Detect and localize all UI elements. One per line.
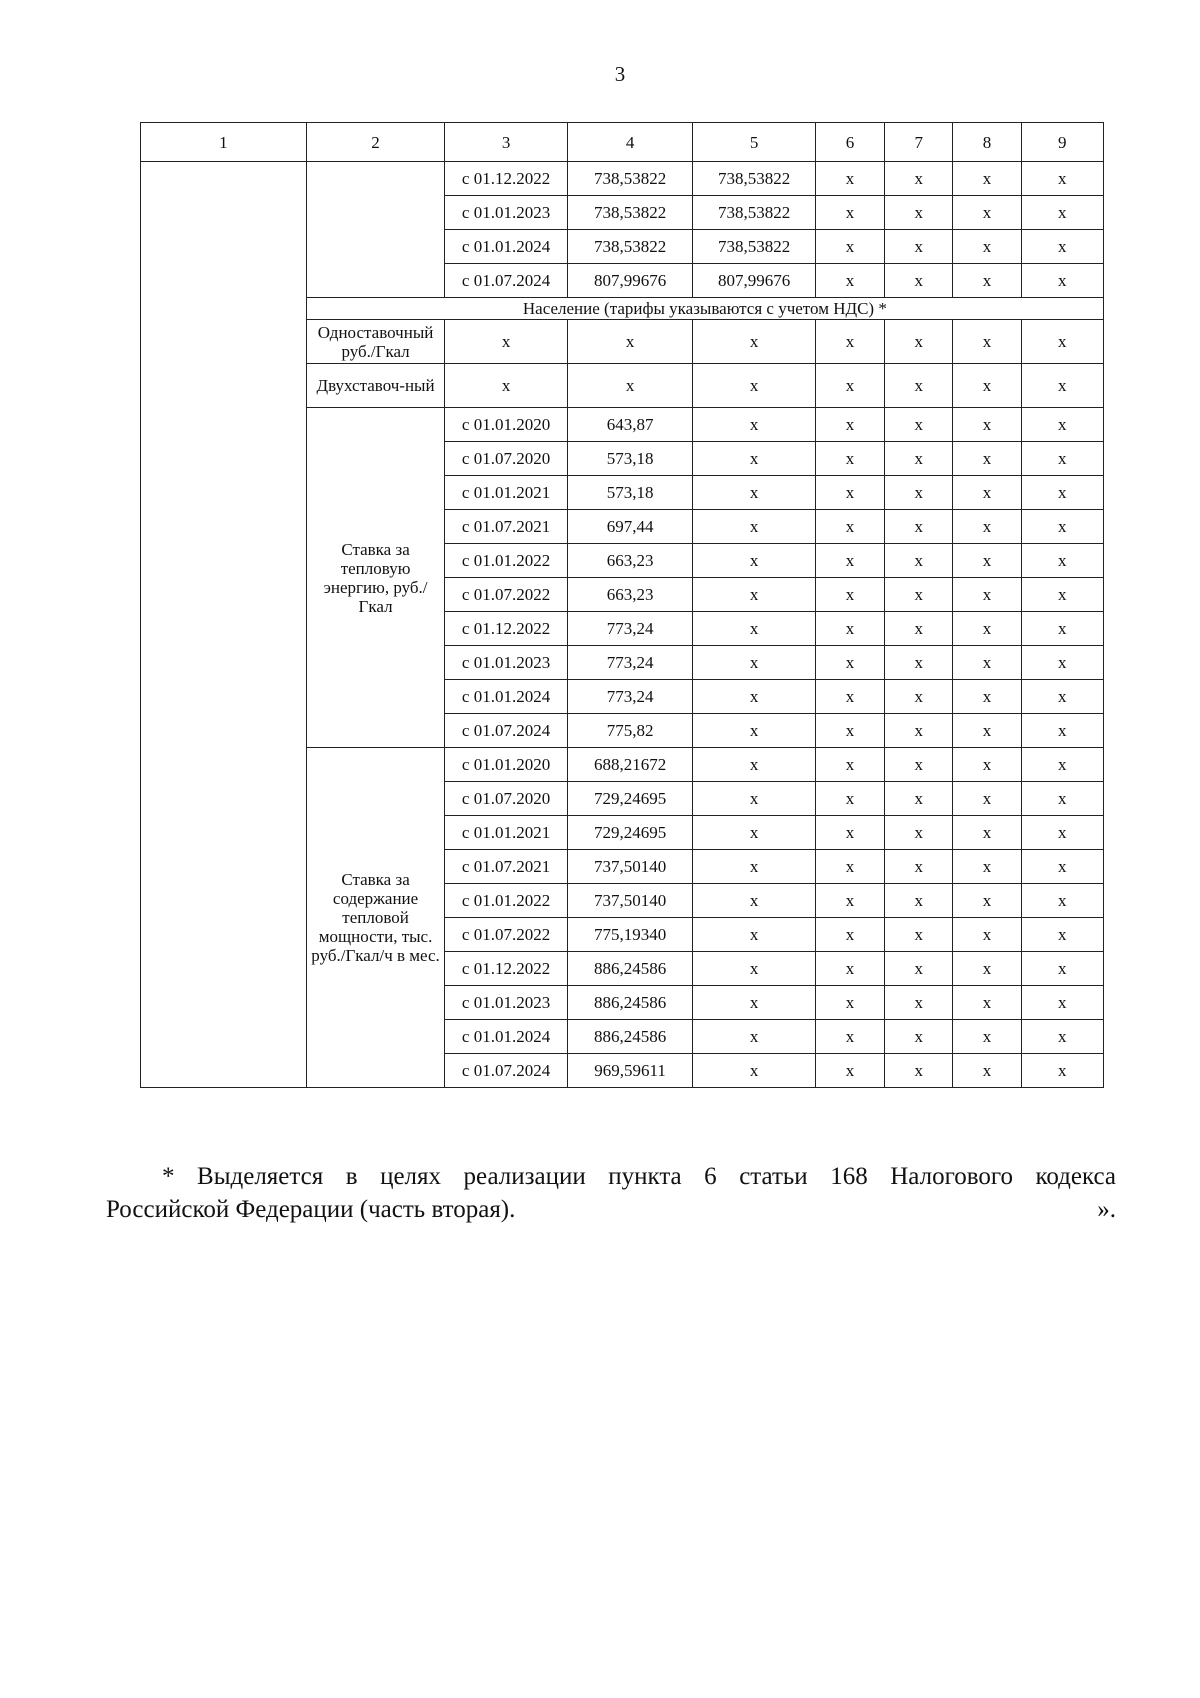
value-cell: х bbox=[885, 544, 953, 578]
value-cell: х bbox=[815, 782, 884, 816]
value-cell: х bbox=[815, 884, 884, 918]
value-cell: х bbox=[1021, 162, 1103, 196]
column-number: 2 bbox=[306, 123, 445, 162]
value-cell: х bbox=[815, 850, 884, 884]
column-number: 5 bbox=[693, 123, 815, 162]
value-cell: х bbox=[1021, 952, 1103, 986]
date-cell: с 01.07.2022 bbox=[445, 578, 567, 612]
value-cell: х bbox=[815, 612, 884, 646]
value-cell: х bbox=[815, 952, 884, 986]
date-cell: с 01.01.2024 bbox=[445, 230, 567, 264]
value-cell: х bbox=[953, 986, 1021, 1020]
value-cell: х bbox=[953, 544, 1021, 578]
value-cell: х bbox=[885, 918, 953, 952]
value-cell: х bbox=[693, 646, 815, 680]
value-cell: х bbox=[953, 782, 1021, 816]
value-cell: х bbox=[693, 850, 815, 884]
value-cell: х bbox=[885, 714, 953, 748]
column-number: 4 bbox=[567, 123, 693, 162]
column-2-cell bbox=[306, 162, 445, 298]
value-cell: х bbox=[1021, 408, 1103, 442]
value-cell: 773,24 bbox=[567, 612, 693, 646]
value-cell: 737,50140 bbox=[567, 884, 693, 918]
value-cell: х bbox=[815, 364, 884, 408]
date-cell: с 01.07.2020 bbox=[445, 442, 567, 476]
value-cell: 573,18 bbox=[567, 442, 693, 476]
value-cell: 969,59611 bbox=[567, 1054, 693, 1088]
value-cell: х bbox=[815, 646, 884, 680]
value-cell: х bbox=[693, 578, 815, 612]
value-cell: х bbox=[885, 952, 953, 986]
column-number: 3 bbox=[445, 123, 567, 162]
value-cell: х bbox=[885, 408, 953, 442]
value-cell: 775,82 bbox=[567, 714, 693, 748]
date-cell: с 01.07.2024 bbox=[445, 714, 567, 748]
value-cell: х bbox=[953, 714, 1021, 748]
value-cell: х bbox=[953, 230, 1021, 264]
value-cell: х bbox=[1021, 986, 1103, 1020]
value-cell: х bbox=[693, 680, 815, 714]
date-cell: с 01.07.2020 bbox=[445, 782, 567, 816]
value-cell: х bbox=[953, 1020, 1021, 1054]
value-cell: х bbox=[693, 986, 815, 1020]
value-cell: х bbox=[885, 1020, 953, 1054]
value-cell: х bbox=[885, 986, 953, 1020]
date-cell: с 01.12.2022 bbox=[445, 612, 567, 646]
date-cell: с 01.07.2024 bbox=[445, 1054, 567, 1088]
value-cell: х bbox=[1021, 544, 1103, 578]
date-cell: с 01.01.2023 bbox=[445, 646, 567, 680]
value-cell: х bbox=[1021, 442, 1103, 476]
footnote bbox=[106, 1160, 1116, 1226]
value-cell: 886,24586 bbox=[567, 986, 693, 1020]
value-cell: 807,99676 bbox=[567, 264, 693, 298]
value-cell: х bbox=[693, 816, 815, 850]
value-cell: х bbox=[885, 162, 953, 196]
date-cell: с 01.01.2022 bbox=[445, 544, 567, 578]
value-cell: х bbox=[885, 782, 953, 816]
value-cell: х bbox=[567, 364, 693, 408]
value-cell: х bbox=[815, 408, 884, 442]
value-cell: х bbox=[885, 510, 953, 544]
value-cell: х bbox=[953, 476, 1021, 510]
value-cell: х bbox=[1021, 578, 1103, 612]
value-cell: х bbox=[693, 364, 815, 408]
value-cell: х bbox=[953, 510, 1021, 544]
value-cell: х bbox=[885, 578, 953, 612]
value-cell: х bbox=[815, 230, 884, 264]
value-cell: х bbox=[1021, 884, 1103, 918]
value-cell: х bbox=[693, 320, 815, 364]
value-cell: х bbox=[693, 782, 815, 816]
date-cell: с 01.01.2020 bbox=[445, 748, 567, 782]
value-cell: 775,19340 bbox=[567, 918, 693, 952]
value-cell: х bbox=[953, 816, 1021, 850]
value-cell: х bbox=[885, 264, 953, 298]
value-cell: х bbox=[693, 1020, 815, 1054]
value-cell: х bbox=[815, 680, 884, 714]
footnote-line-1: * Выделяется в целях реализации пункта 6 статьи 168 Налогового кодекса bbox=[162, 1163, 1116, 1190]
column-number: 9 bbox=[1021, 123, 1103, 162]
value-cell: х bbox=[1021, 510, 1103, 544]
value-cell: х bbox=[693, 748, 815, 782]
value-cell: 663,23 bbox=[567, 544, 693, 578]
value-cell: х bbox=[1021, 196, 1103, 230]
value-cell: х bbox=[885, 748, 953, 782]
value-cell: х bbox=[885, 1054, 953, 1088]
population-header: Население (тарифы указываются с учетом НДС) * bbox=[306, 298, 1103, 320]
value-cell: х bbox=[953, 612, 1021, 646]
value-cell: х bbox=[953, 952, 1021, 986]
date-cell: с 01.01.2023 bbox=[445, 986, 567, 1020]
value-cell: х bbox=[885, 476, 953, 510]
value-cell: х bbox=[815, 816, 884, 850]
date-cell: с 01.07.2021 bbox=[445, 850, 567, 884]
value-cell: х bbox=[953, 680, 1021, 714]
value-cell: 729,24695 bbox=[567, 782, 693, 816]
value-cell: х bbox=[953, 1054, 1021, 1088]
value-cell: х bbox=[1021, 714, 1103, 748]
value-cell: х bbox=[815, 748, 884, 782]
value-cell: х bbox=[815, 918, 884, 952]
value-cell: х bbox=[815, 1020, 884, 1054]
value-cell: х bbox=[815, 264, 884, 298]
value-cell: 738,53822 bbox=[567, 230, 693, 264]
value-cell: х bbox=[885, 612, 953, 646]
value-cell: 738,53822 bbox=[567, 196, 693, 230]
table-row bbox=[141, 162, 1104, 196]
value-cell: х bbox=[885, 646, 953, 680]
tariff-table-body bbox=[141, 123, 1104, 1088]
value-cell: х bbox=[815, 544, 884, 578]
date-cell: с 01.01.2022 bbox=[445, 884, 567, 918]
closing-quote: ». bbox=[1097, 1196, 1116, 1223]
value-cell: 737,50140 bbox=[567, 850, 693, 884]
date-cell: с 01.01.2024 bbox=[445, 680, 567, 714]
value-cell: 807,99676 bbox=[693, 264, 815, 298]
value-cell: х bbox=[953, 408, 1021, 442]
date-cell: с 01.12.2022 bbox=[445, 952, 567, 986]
date-cell: с 01.01.2021 bbox=[445, 476, 567, 510]
date-cell: с 01.07.2021 bbox=[445, 510, 567, 544]
value-cell: х bbox=[953, 196, 1021, 230]
energy-rate-label: Ставка за тепловую энергию, руб./Гкал bbox=[306, 408, 445, 748]
value-cell: х bbox=[1021, 320, 1103, 364]
value-cell: х bbox=[885, 884, 953, 918]
value-cell: х bbox=[953, 748, 1021, 782]
value-cell: х bbox=[953, 320, 1021, 364]
value-cell: х bbox=[445, 320, 567, 364]
value-cell: х bbox=[1021, 646, 1103, 680]
column-number: 6 bbox=[815, 123, 884, 162]
value-cell: х bbox=[693, 442, 815, 476]
column-number: 8 bbox=[953, 123, 1021, 162]
value-cell: 573,18 bbox=[567, 476, 693, 510]
date-cell: с 01.07.2024 bbox=[445, 264, 567, 298]
date-cell: с 01.07.2022 bbox=[445, 918, 567, 952]
value-cell: х bbox=[815, 1054, 884, 1088]
value-cell: 738,53822 bbox=[693, 162, 815, 196]
page-number: 3 bbox=[614, 62, 626, 86]
value-cell: х bbox=[693, 714, 815, 748]
value-cell: х bbox=[953, 442, 1021, 476]
value-cell: х bbox=[1021, 850, 1103, 884]
value-cell: х bbox=[953, 918, 1021, 952]
value-cell: х bbox=[815, 510, 884, 544]
value-cell: х bbox=[815, 986, 884, 1020]
value-cell: х bbox=[953, 646, 1021, 680]
value-cell: х bbox=[693, 884, 815, 918]
tariff-table bbox=[140, 122, 1104, 1088]
value-cell: х bbox=[815, 578, 884, 612]
value-cell: х bbox=[885, 320, 953, 364]
value-cell: х bbox=[815, 442, 884, 476]
value-cell: х bbox=[953, 364, 1021, 408]
value-cell: х bbox=[1021, 364, 1103, 408]
value-cell: х bbox=[567, 320, 693, 364]
value-cell: х bbox=[885, 850, 953, 884]
date-cell: с 01.01.2024 bbox=[445, 1020, 567, 1054]
value-cell: х bbox=[693, 612, 815, 646]
column-1-cell bbox=[141, 162, 307, 1088]
column-number-row bbox=[141, 123, 1104, 162]
value-cell: 688,21672 bbox=[567, 748, 693, 782]
value-cell: 663,23 bbox=[567, 578, 693, 612]
value-cell: х bbox=[885, 680, 953, 714]
value-cell: х bbox=[953, 162, 1021, 196]
value-cell: х bbox=[815, 714, 884, 748]
value-cell: х bbox=[445, 364, 567, 408]
value-cell: х bbox=[885, 196, 953, 230]
value-cell: х bbox=[815, 196, 884, 230]
value-cell: х bbox=[1021, 782, 1103, 816]
value-cell: х bbox=[1021, 612, 1103, 646]
value-cell: х bbox=[953, 884, 1021, 918]
value-cell: 773,24 bbox=[567, 680, 693, 714]
value-cell: 697,44 bbox=[567, 510, 693, 544]
footnote-line-2-wrap bbox=[106, 1193, 1116, 1226]
column-number: 1 bbox=[141, 123, 307, 162]
capacity-rate-label: Ставка за содержание тепловой мощности, тыс. руб./Гкал/ч в мес. bbox=[306, 748, 445, 1088]
value-cell: 886,24586 bbox=[567, 952, 693, 986]
value-cell: 729,24695 bbox=[567, 816, 693, 850]
value-cell: х bbox=[1021, 264, 1103, 298]
value-cell: х bbox=[815, 162, 884, 196]
value-cell: 773,24 bbox=[567, 646, 693, 680]
value-cell: х bbox=[885, 230, 953, 264]
value-cell: 738,53822 bbox=[693, 196, 815, 230]
value-cell: х bbox=[1021, 1054, 1103, 1088]
value-cell: х bbox=[1021, 680, 1103, 714]
value-cell: х bbox=[1021, 230, 1103, 264]
value-cell: х bbox=[693, 408, 815, 442]
value-cell: х bbox=[1021, 816, 1103, 850]
value-cell: х bbox=[815, 320, 884, 364]
value-cell: х bbox=[693, 510, 815, 544]
value-cell: 738,53822 bbox=[567, 162, 693, 196]
date-cell: с 01.01.2020 bbox=[445, 408, 567, 442]
value-cell: х bbox=[693, 544, 815, 578]
value-cell: х bbox=[885, 364, 953, 408]
value-cell: х bbox=[1021, 476, 1103, 510]
column-number: 7 bbox=[885, 123, 953, 162]
date-cell: с 01.01.2021 bbox=[445, 816, 567, 850]
date-cell: с 01.01.2023 bbox=[445, 196, 567, 230]
value-cell: х bbox=[693, 1054, 815, 1088]
single-rate-label: Одноставочный руб./Гкал bbox=[306, 320, 445, 364]
value-cell: 886,24586 bbox=[567, 1020, 693, 1054]
value-cell: х bbox=[953, 850, 1021, 884]
value-cell: х bbox=[1021, 1020, 1103, 1054]
value-cell: х bbox=[885, 442, 953, 476]
value-cell: х bbox=[815, 476, 884, 510]
value-cell: х bbox=[1021, 918, 1103, 952]
value-cell: х bbox=[1021, 748, 1103, 782]
value-cell: 643,87 bbox=[567, 408, 693, 442]
value-cell: х bbox=[693, 918, 815, 952]
date-cell: с 01.12.2022 bbox=[445, 162, 567, 196]
value-cell: х bbox=[885, 816, 953, 850]
value-cell: 738,53822 bbox=[693, 230, 815, 264]
value-cell: х bbox=[693, 952, 815, 986]
value-cell: х bbox=[953, 578, 1021, 612]
value-cell: х bbox=[693, 476, 815, 510]
value-cell: х bbox=[953, 264, 1021, 298]
footnote-line-2: Российской Федерации (часть вторая). bbox=[106, 1196, 516, 1223]
two-rate-label: Двухставоч-ный bbox=[306, 364, 445, 408]
